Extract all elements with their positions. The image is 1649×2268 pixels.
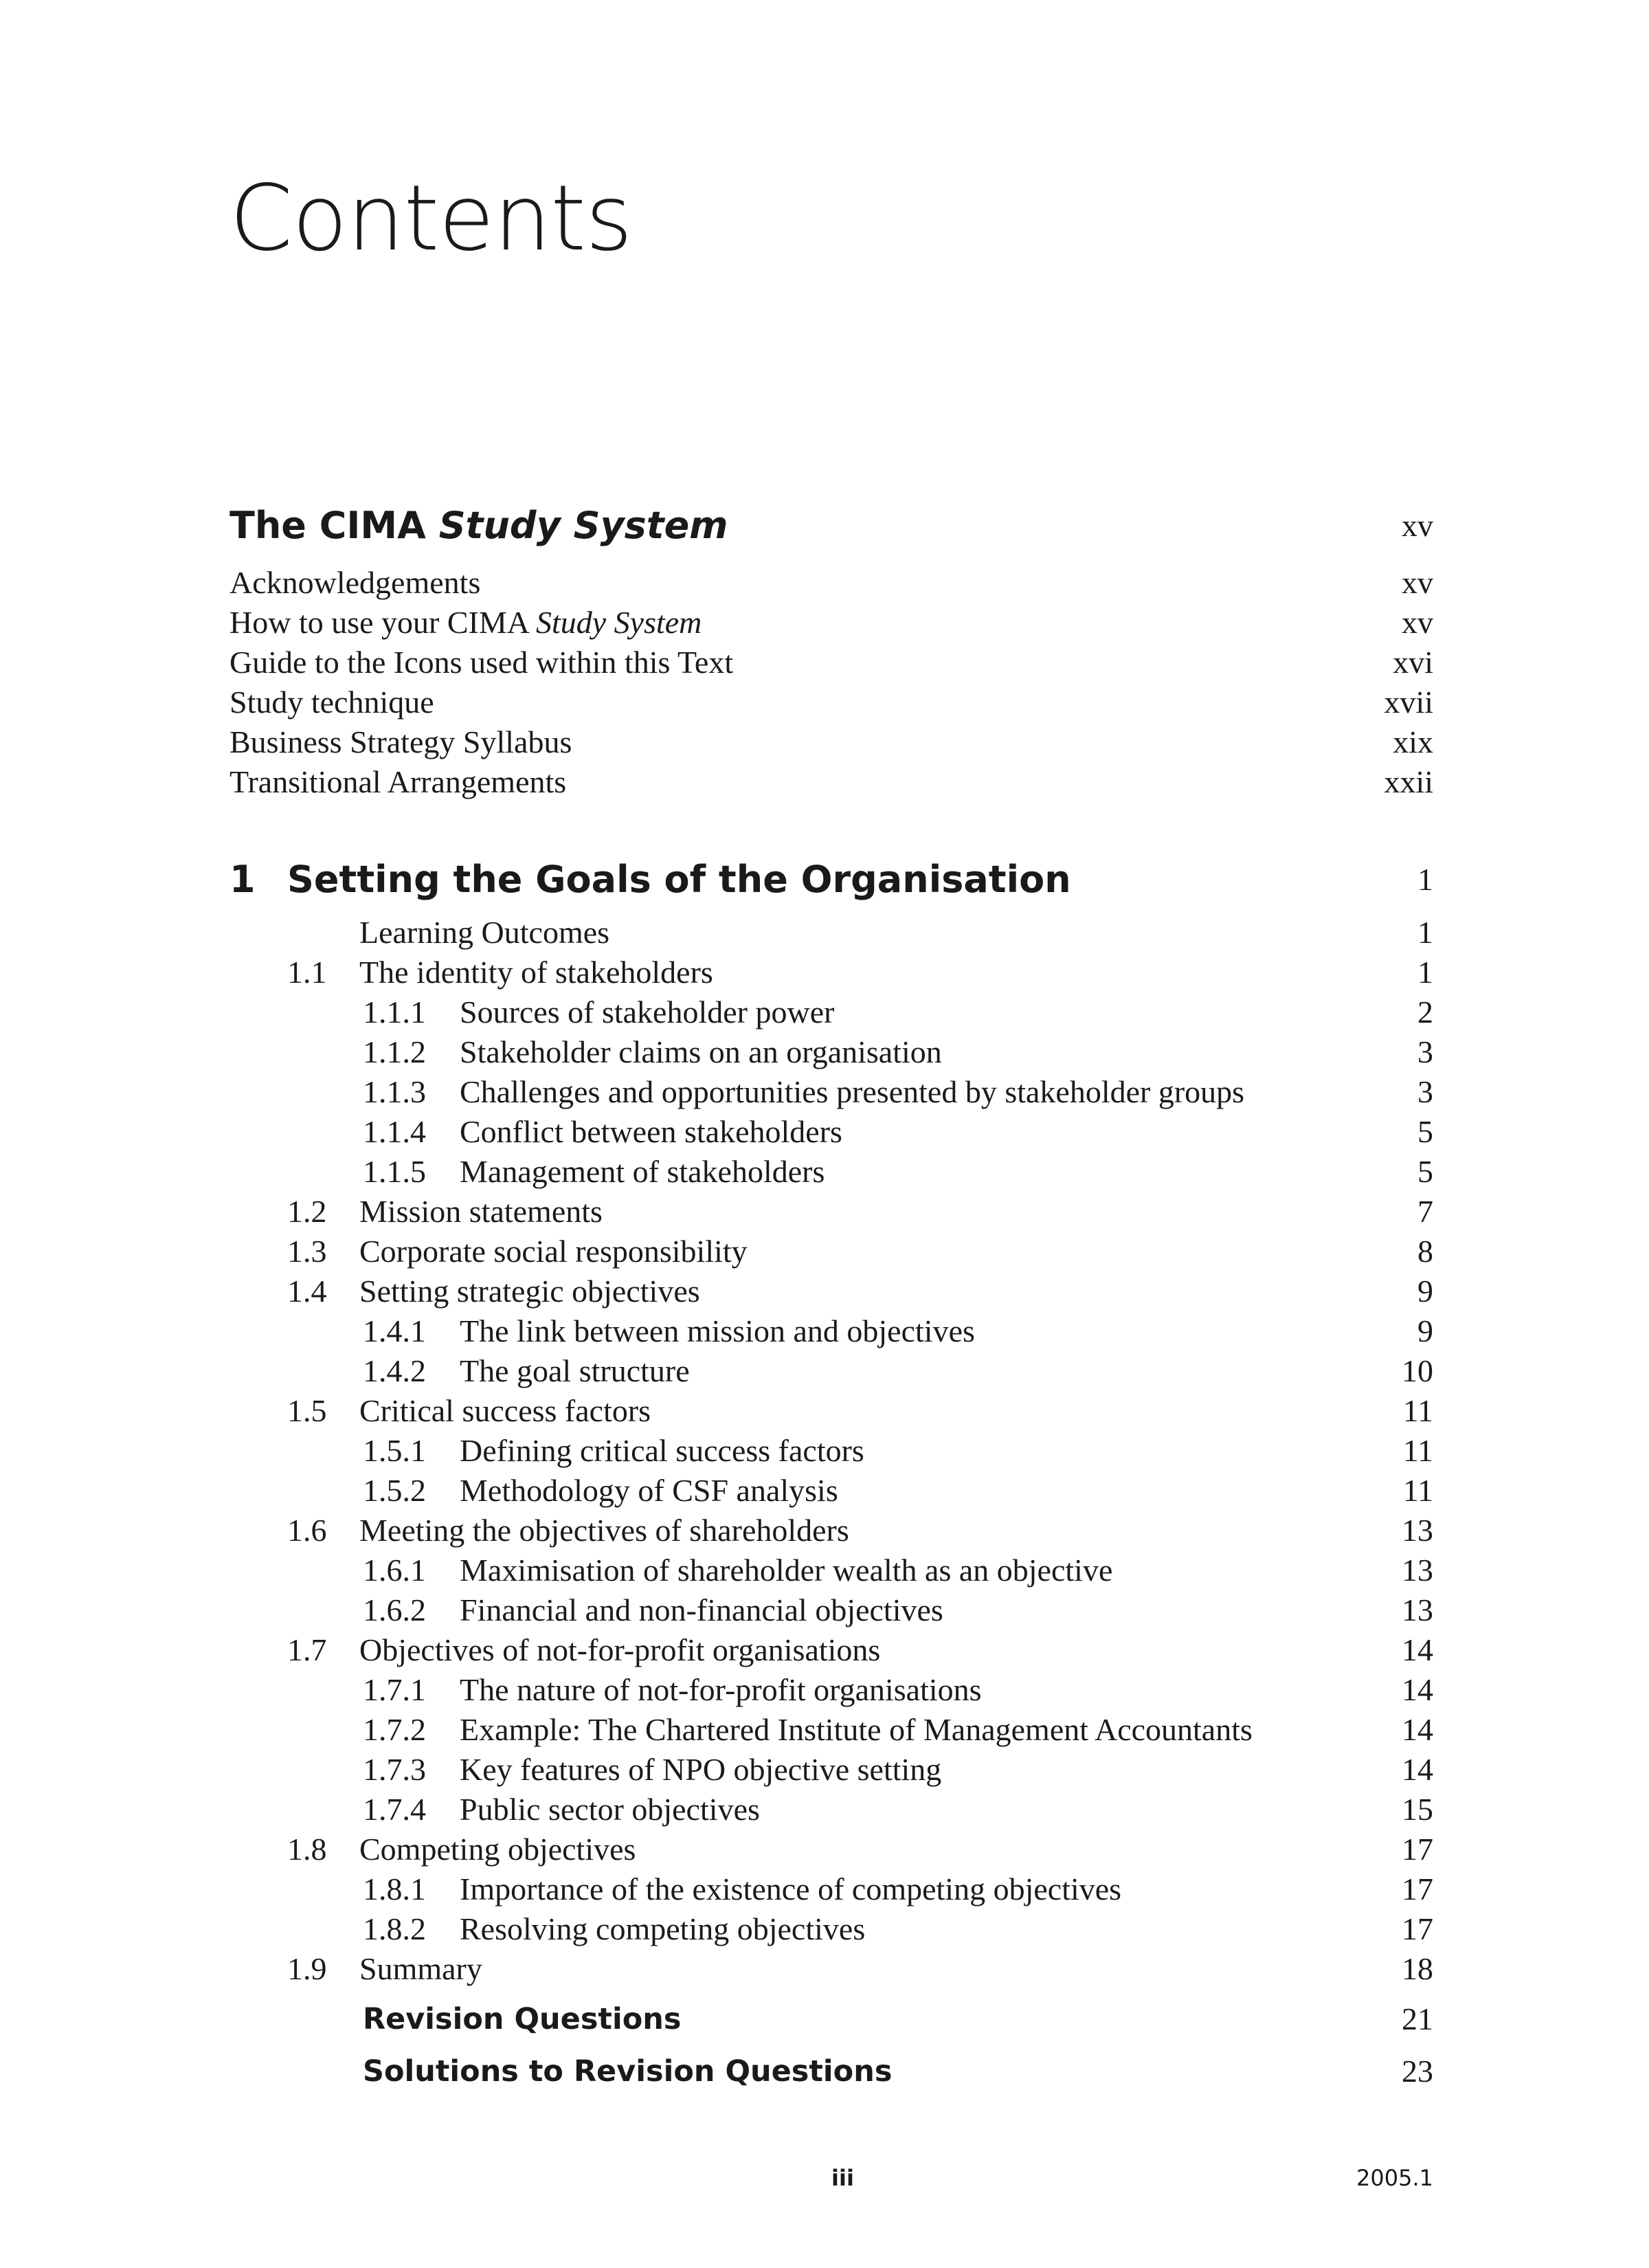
page-number: 7 [1417, 1194, 1433, 1229]
toc-label: Corporate social responsibility [359, 1234, 748, 1269]
toc-entry[interactable] [0, 722, 1649, 763]
page-number: 10 [1402, 1353, 1433, 1388]
page-number: 11 [1402, 1473, 1433, 1508]
toc-entry[interactable] [0, 1789, 1649, 1830]
page-number: 17 [1402, 1911, 1433, 1946]
toc-label: Transitional Arrangements [229, 764, 567, 799]
toc-label: Maximisation of shareholder wealth as an objective [460, 1553, 1113, 1588]
page-number: 14 [1402, 1752, 1433, 1787]
toc-label: Objectives of not-for-profit organisations [359, 1632, 881, 1667]
toc-label: Methodology of CSF analysis [460, 1473, 838, 1508]
toc-entry[interactable] [0, 1630, 1649, 1671]
section-number: 1.5.1 [363, 1433, 426, 1468]
page-number: 18 [1402, 1951, 1433, 1986]
toc-label: Revision Questions [363, 2002, 682, 2036]
page-number: xix [1393, 724, 1433, 759]
toc-entry[interactable] [0, 1470, 1649, 1511]
section-number: 1.4 [287, 1274, 327, 1309]
toc-label: Mission statements [359, 1194, 603, 1229]
toc-entry[interactable] [0, 642, 1649, 683]
toc-entry[interactable] [0, 1191, 1649, 1232]
page-number: 14 [1402, 1672, 1433, 1707]
page-number: xvi [1393, 645, 1433, 680]
page-number: 5 [1417, 1154, 1433, 1189]
toc-entry[interactable] [0, 1231, 1649, 1272]
toc-label: Defining critical success factors [460, 1433, 864, 1468]
chapter-title: Setting the Goals of the Organisation [287, 858, 1071, 901]
toc-label: Business Strategy Syllabus [229, 724, 572, 759]
page-number: 8 [1417, 1234, 1433, 1269]
part-heading-title: The CIMA Study System [229, 504, 728, 547]
toc-label: Key features of NPO objective setting [460, 1752, 942, 1787]
page-number: 5 [1417, 1114, 1433, 1149]
page-number: 13 [1402, 1592, 1433, 1627]
section-number: 1.1.4 [363, 1114, 426, 1149]
footer-page-number: iii [831, 2165, 854, 2191]
toc-entry[interactable] [0, 1111, 1649, 1153]
toc-label: Resolving competing objectives [460, 1911, 866, 1946]
toc-entry[interactable] [0, 1669, 1649, 1711]
section-number: 1.5.2 [363, 1473, 426, 1508]
toc-label: Importance of the existence of competing objectives [460, 1871, 1122, 1906]
toc-label: Competing objectives [359, 1832, 636, 1867]
section-number: 1.3 [287, 1234, 327, 1269]
toc-part-heading[interactable] [0, 505, 1649, 546]
page-number: 9 [1417, 1313, 1433, 1348]
page-number: xvii [1384, 685, 1433, 720]
toc-label: Sources of stakeholder power [460, 994, 835, 1030]
section-number: 1.2 [287, 1194, 327, 1229]
toc-label: Acknowledgements [229, 565, 481, 600]
toc-entry[interactable] [0, 1590, 1649, 1631]
toc-entry[interactable] [0, 1869, 1649, 1910]
toc-entry[interactable] [0, 992, 1649, 1033]
toc-label: Learning Outcomes [359, 915, 610, 950]
page-number: 15 [1402, 1792, 1433, 1827]
footer-edition: 2005.1 [1356, 2165, 1433, 2191]
toc-entry-solutions[interactable] [0, 2051, 1649, 2092]
toc-label: Guide to the Icons used within this Text [229, 645, 734, 680]
toc-entry[interactable] [0, 761, 1649, 803]
section-number: 1.1.3 [363, 1074, 426, 1109]
toc-entry[interactable] [0, 1749, 1649, 1790]
toc-label: Financial and non-financial objectives [460, 1592, 943, 1627]
toc-entry[interactable] [0, 682, 1649, 723]
toc-entry[interactable] [0, 1510, 1649, 1551]
toc-entry[interactable] [0, 1311, 1649, 1352]
toc-entry[interactable] [0, 1909, 1649, 1950]
section-number: 1.1 [287, 955, 327, 990]
page-number: 13 [1402, 1553, 1433, 1588]
page-number: 1 [1417, 862, 1433, 897]
section-number: 1.1.1 [363, 994, 426, 1030]
section-number: 1.8.1 [363, 1871, 426, 1906]
toc-entry[interactable] [0, 1948, 1649, 1990]
page-number: 3 [1417, 1074, 1433, 1109]
toc-label: Summary [359, 1951, 482, 1986]
section-number: 1.9 [287, 1951, 327, 1986]
page-number: 21 [1402, 2001, 1433, 2036]
toc-entry-revision[interactable] [0, 1999, 1649, 2040]
toc-entry[interactable] [0, 1430, 1649, 1471]
toc-entry[interactable] [0, 952, 1649, 993]
page-title: Contents [229, 166, 632, 271]
toc-label: Conflict between stakeholders [460, 1114, 842, 1149]
toc-chapter-heading[interactable] [0, 859, 1649, 900]
section-number: 1.7.1 [363, 1672, 426, 1707]
section-number: 1.6.1 [363, 1553, 426, 1588]
page-number: 9 [1417, 1274, 1433, 1309]
toc-entry[interactable] [0, 562, 1649, 603]
section-number: 1.4.1 [363, 1313, 426, 1348]
toc-entry[interactable] [0, 1550, 1649, 1591]
section-number: 1.8.2 [363, 1911, 426, 1946]
section-number: 1.1.2 [363, 1034, 426, 1069]
toc-label: Setting strategic objectives [359, 1274, 700, 1309]
page-number: xv [1402, 605, 1433, 640]
page-number: 14 [1402, 1712, 1433, 1747]
toc-label: Meeting the objectives of shareholders [359, 1513, 849, 1548]
page-number: 3 [1417, 1034, 1433, 1069]
toc-entry[interactable] [0, 1071, 1649, 1113]
toc-entry[interactable] [0, 1032, 1649, 1073]
section-number: 1.7.2 [363, 1712, 426, 1747]
section-number: 1.7.4 [363, 1792, 426, 1827]
toc-entry[interactable] [0, 1151, 1649, 1192]
toc-label: The nature of not-for-profit organisations [460, 1672, 982, 1707]
toc-label: The identity of stakeholders [359, 955, 713, 990]
section-number: 1.1.5 [363, 1154, 426, 1189]
page-number: 17 [1402, 1832, 1433, 1867]
page-number: 17 [1402, 1871, 1433, 1906]
section-number: 1.8 [287, 1832, 327, 1867]
page-number: xxii [1384, 764, 1433, 799]
toc-label: The goal structure [460, 1353, 690, 1388]
toc-label: Critical success factors [359, 1393, 651, 1428]
toc-label: Challenges and opportunities presented by stakeholder groups [460, 1074, 1245, 1109]
section-number: 1.6 [287, 1513, 327, 1548]
section-number: 1.4.2 [363, 1353, 426, 1388]
toc-label: Stakeholder claims on an organisation [460, 1034, 942, 1069]
page-number: 2 [1417, 994, 1433, 1030]
page-number: 11 [1402, 1393, 1433, 1428]
toc-label: How to use your CIMA Study System [229, 605, 702, 640]
toc-label: The link between mission and objectives [460, 1313, 975, 1348]
toc-entry[interactable] [0, 1390, 1649, 1432]
section-number: 1.5 [287, 1393, 327, 1428]
page-number: 1 [1417, 955, 1433, 990]
page-number: xv [1402, 565, 1433, 600]
page-number: 1 [1417, 915, 1433, 950]
toc-label: Example: The Chartered Institute of Management Accountants [460, 1712, 1253, 1747]
toc-entry[interactable] [0, 1271, 1649, 1312]
toc-entry[interactable] [0, 602, 1649, 643]
toc-entry[interactable] [0, 912, 1649, 953]
page-number: 11 [1402, 1433, 1433, 1468]
chapter-number: 1 [229, 858, 256, 901]
page-number: 13 [1402, 1513, 1433, 1548]
page-number: 23 [1402, 2054, 1433, 2089]
page-number: xv [1402, 508, 1433, 543]
toc-label: Solutions to Revision Questions [363, 2054, 893, 2089]
toc-entry[interactable] [0, 1829, 1649, 1870]
section-number: 1.6.2 [363, 1592, 426, 1627]
toc-label: Public sector objectives [460, 1792, 760, 1827]
page-number: 14 [1402, 1632, 1433, 1667]
toc-label: Study technique [229, 685, 434, 720]
toc-entry[interactable] [0, 1350, 1649, 1392]
section-number: 1.7.3 [363, 1752, 426, 1787]
section-number: 1.7 [287, 1632, 327, 1667]
toc-entry[interactable] [0, 1709, 1649, 1750]
toc-label: Management of stakeholders [460, 1154, 825, 1189]
